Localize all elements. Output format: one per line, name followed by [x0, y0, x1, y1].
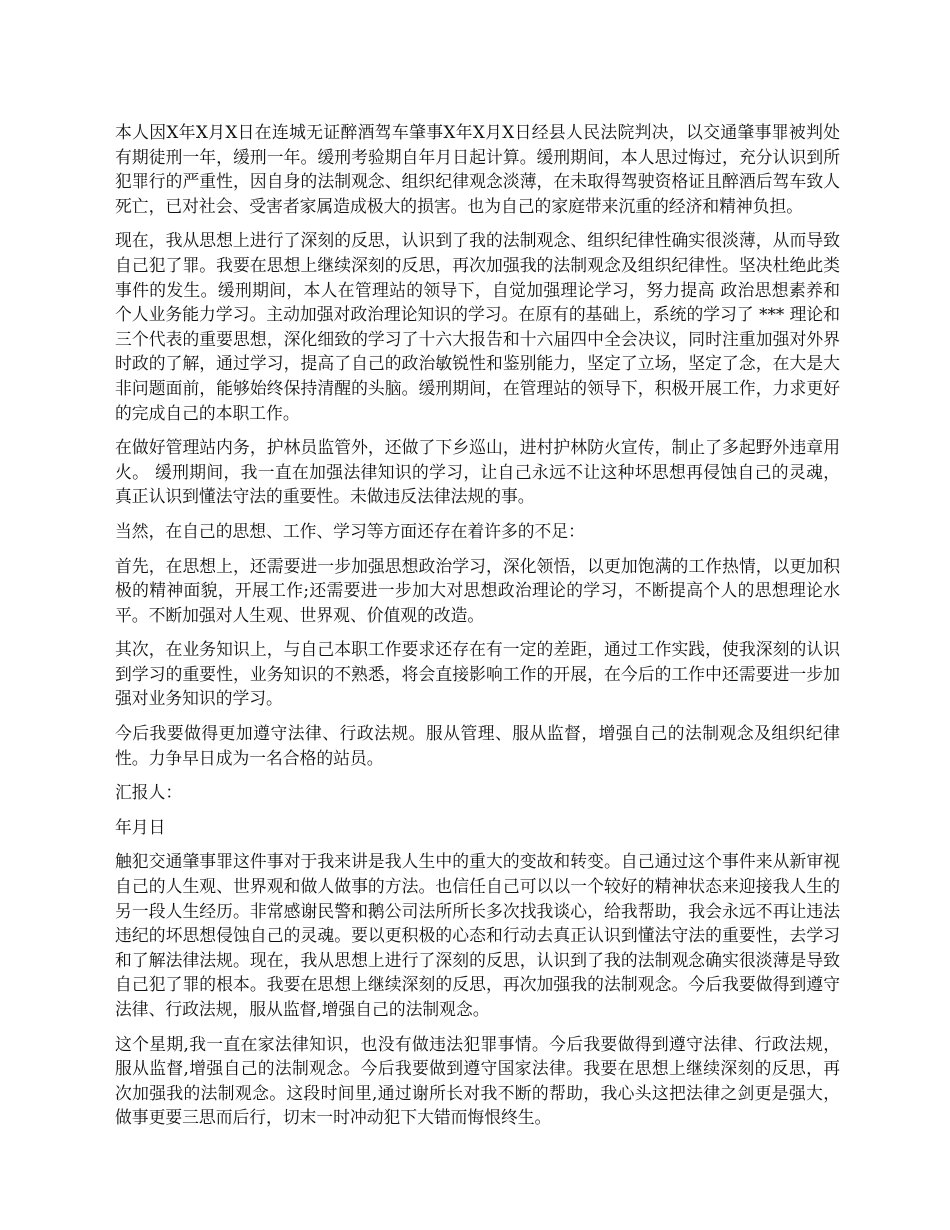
paragraph-work: 在做好管理站内务，护林员监管外，还做了下乡巡山，进村护林防火宣传，制止了多起野外违章用火。 缓刑期间，我一直在加强法律知识的学习，让自己永远不让这种坏思想再侵蚀自己的灵魂，真正认识到懂法守法的重要性。未做违反法律法规的事。: [115, 437, 840, 507]
document-body: [115, 120, 840, 1140]
paragraph-first: 首先，在思想上，还需要进一步加强思想政治学习，深化领悟，以更加饱满的工作热情，以更加积极的精神面貌，开展工作;还需要进一步加大对思想政治理论的学习，不断提高个人的思想理论水平。不断加强对人生观、世界观、价值观的改造。: [115, 555, 840, 625]
paragraph-incident: 触犯交通肇事罪这件事对于我来讲是我人生中的重大的变故和转变。自己通过这个事件来从新审视自己的人生观、世界观和做人做事的方法。也信任自己可以以一个较好的精神状态来迎接我人生的另一段人生经历。非常感谢民警和鹅公司法所所长多次找我谈心，给我帮助，我会永远不再让违法违纪的坏思想侵蚀自己的灵魂。要以更积极的心态和行动去真正认识到懂法守法的重要性，去学习和了解法律法规。现在，我从思想上进行了深刻的反思，认识到了我的法制观念确实很淡薄是导致自己犯了罪的根本。我要在思想上继续深刻的反思，再次加强我的法制观念。今后我要做得到遵守法律、行政法规，服从监督,增强自己的法制观念。: [115, 851, 840, 1019]
reporter-label: 汇报人：: [115, 782, 183, 803]
paragraph-intro: 本人因X年X月X日在连城无证醉酒驾车肇事X年X月X日经县人民法院判决，以交通肇事罪被判处有期徒刑一年，缓刑一年。缓刑考验期自年月日起计算。缓刑期间，本人思过悔过，充分认识到所犯罪行的严重性，因自身的法制观念、组织纪律观念淡薄，在未取得驾驶资格证且醉酒后驾车致人死亡，已对社会、受害者家属造成极大的损害。也为自己的家庭带来沉重的经济和精神负担。: [115, 122, 840, 216]
paragraph-second: 其次，在业务知识上，与自己本职工作要求还存在有一定的差距，通过工作实践，使我深刻的认识到学习的重要性，业务知识的不熟悉，将会直接影响工作的开展，在今后的工作中还需要进一步加强对业务知识的学习。: [115, 639, 840, 709]
paragraph-future: 今后我要做得更加遵守法律、行政法规。服从管理、服从监督，增强自己的法制观念及组织纪律性。力争早日成为一名合格的站员。: [115, 723, 840, 768]
paragraph-reflection: 现在，我从思想上进行了深刻的反思，认识到了我的法制观念、组织纪律性确实很淡薄，从而导致自己犯了罪。我要在思想上继续深刻的反思，再次加强我的法制观念及组织纪律性。坚决杜绝此类事件的发生。缓刑期间，本人在管理站的领导下，自觉加强理论学习，努力提高 政治思想素养和个人业务能力学习。主动加强对政治理论知识的学习。在原有的基础上，系统的学习了 *** 理论和三个代表的重要思想，深化细致的学习了十六大报告和十六届四中全会决议，同时注重加强对外界时政的了解，通过学习，提高了自己的政治敏锐性和鉴别能力，坚定了立场，坚定了念，在大是大非问题面前，能够始终保持清醒的头脑。缓刑期间，在管理站的领导下，积极开展工作，力求更好的完成自己的本职工作。: [115, 230, 840, 423]
date-label: 年月日: [115, 816, 166, 837]
paragraph-shortcomings: 当然，在自己的思想、工作、学习等方面还存在着许多的不足：: [115, 520, 585, 541]
paragraph-this-week: 这个星期,我一直在家法律知识，也没有做违法犯罪事情。今后我要做得到遵守法律、行政法规，服从监督,增强自己的法制观念。今后我要做到遵守国家法律。我要在思想上继续深刻的反思，再次加强我的法制观念。这段时间里,通过谢所长对我不断的帮助，我心头这把法律之剑更是强大，做事更要三思而后行，切末一时冲动犯下大错而悔恨终生。: [115, 1033, 840, 1128]
